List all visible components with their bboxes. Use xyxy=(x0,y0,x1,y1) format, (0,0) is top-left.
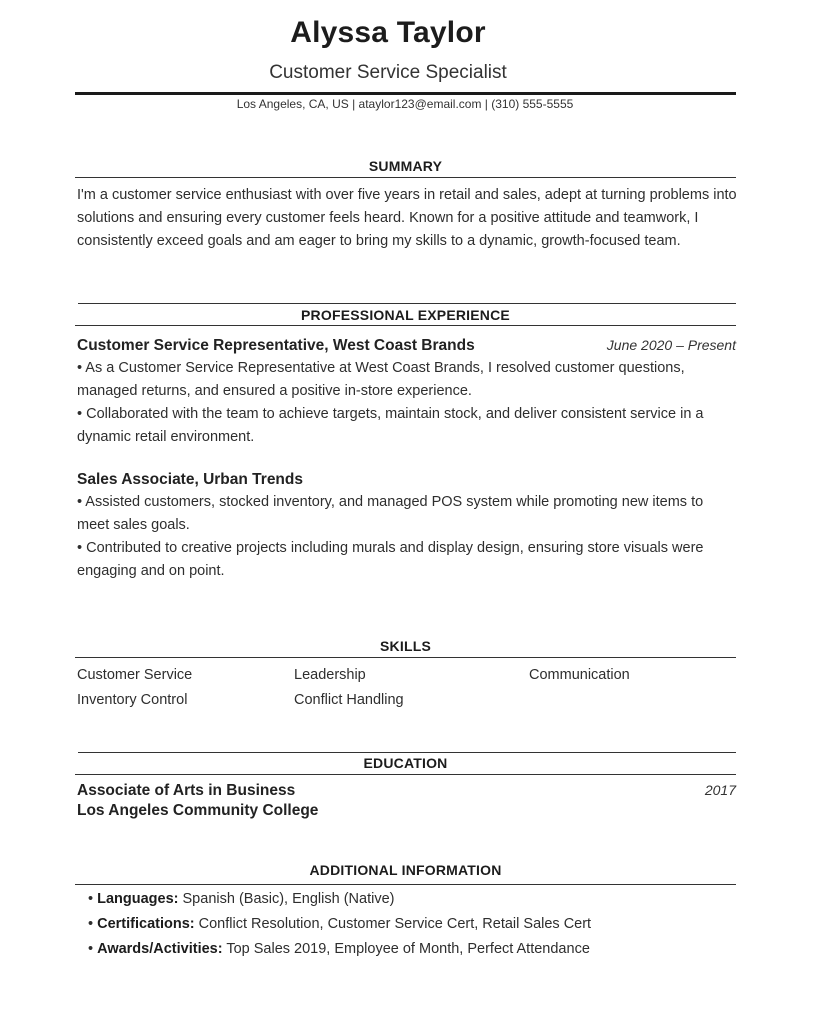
summary-divider xyxy=(75,177,736,178)
additional-item-certifications: • Certifications: Conflict Resolution, Customer Service Cert, Retail Sales Cert xyxy=(88,916,592,932)
summary-text: I'm a customer service enthusiast with over five years in retail and sales, adept at turning problems into solutions and ensuring every customer feels heard. Known for a positive attitude and teamwork, I consistently exceed goals and am eager to bring my skills to a dynamic, growth-focused team. xyxy=(77,187,737,249)
experience-top-divider xyxy=(78,303,736,304)
candidate-name: Alyssa Taylor xyxy=(290,16,486,49)
candidate-role: Customer Service Specialist xyxy=(269,62,507,83)
additional-label: Awards/Activities: xyxy=(97,941,223,957)
additional-value: Spanish (Basic), English (Native) xyxy=(182,891,395,907)
summary-heading: SUMMARY xyxy=(368,158,443,174)
header-divider xyxy=(75,92,736,95)
additional-value: Top Sales 2019, Employee of Month, Perfect Attendance xyxy=(226,941,590,957)
education-top-divider xyxy=(78,752,736,753)
education-school: Los Angeles Community College xyxy=(77,802,319,819)
job-title: Customer Service Representative, West Coast Brands xyxy=(77,337,475,354)
skill-item: Communication xyxy=(529,667,630,683)
additional-item-awards: • Awards/Activities: Top Sales 2019, Employee of Month, Perfect Attendance xyxy=(88,941,590,957)
job-bullet: • As a Customer Service Representative at West Coast Brands, I resolved customer questions, managed returns, and ensured a positive in-store experience. xyxy=(77,360,685,399)
education-heading: EDUCATION xyxy=(363,755,448,771)
additional-label: Certifications: xyxy=(97,916,195,932)
job-bullet: • Assisted customers, stocked inventory, and managed POS system while promoting new items to meet sales goals. xyxy=(77,494,704,533)
skills-heading: SKILLS xyxy=(380,638,431,654)
experience-heading: PROFESSIONAL EXPERIENCE xyxy=(301,307,510,323)
additional-divider xyxy=(75,884,736,885)
skill-item: Customer Service xyxy=(77,667,193,683)
contact-line: Los Angeles, CA, US | ataylor123@email.com | (310) 555-5555 xyxy=(236,97,574,111)
skill-item: Inventory Control xyxy=(77,692,188,708)
job-bullet: • Collaborated with the team to achieve targets, maintain stock, and deliver consistent service in a dynamic retail environment. xyxy=(77,406,704,445)
job-bullet: • Contributed to creative projects including murals and display design, ensuring store visuals were engaging and on point. xyxy=(77,540,704,579)
job-title: Sales Associate, Urban Trends xyxy=(77,471,303,488)
skills-divider xyxy=(75,657,736,658)
education-year: 2017 xyxy=(704,782,736,798)
additional-item-languages: • Languages: Spanish (Basic), English (Native) xyxy=(88,891,395,907)
experience-divider xyxy=(75,325,736,326)
additional-heading: ADDITIONAL INFORMATION xyxy=(309,862,502,878)
skill-item: Conflict Handling xyxy=(294,692,404,708)
education-divider xyxy=(75,774,736,775)
skill-item: Leadership xyxy=(294,667,366,683)
additional-value: Conflict Resolution, Customer Service Cert, Retail Sales Cert xyxy=(198,916,592,932)
education-degree: Associate of Arts in Business xyxy=(77,782,296,799)
additional-label: Languages: xyxy=(97,891,179,907)
job-date: June 2020 – Present xyxy=(606,337,736,353)
